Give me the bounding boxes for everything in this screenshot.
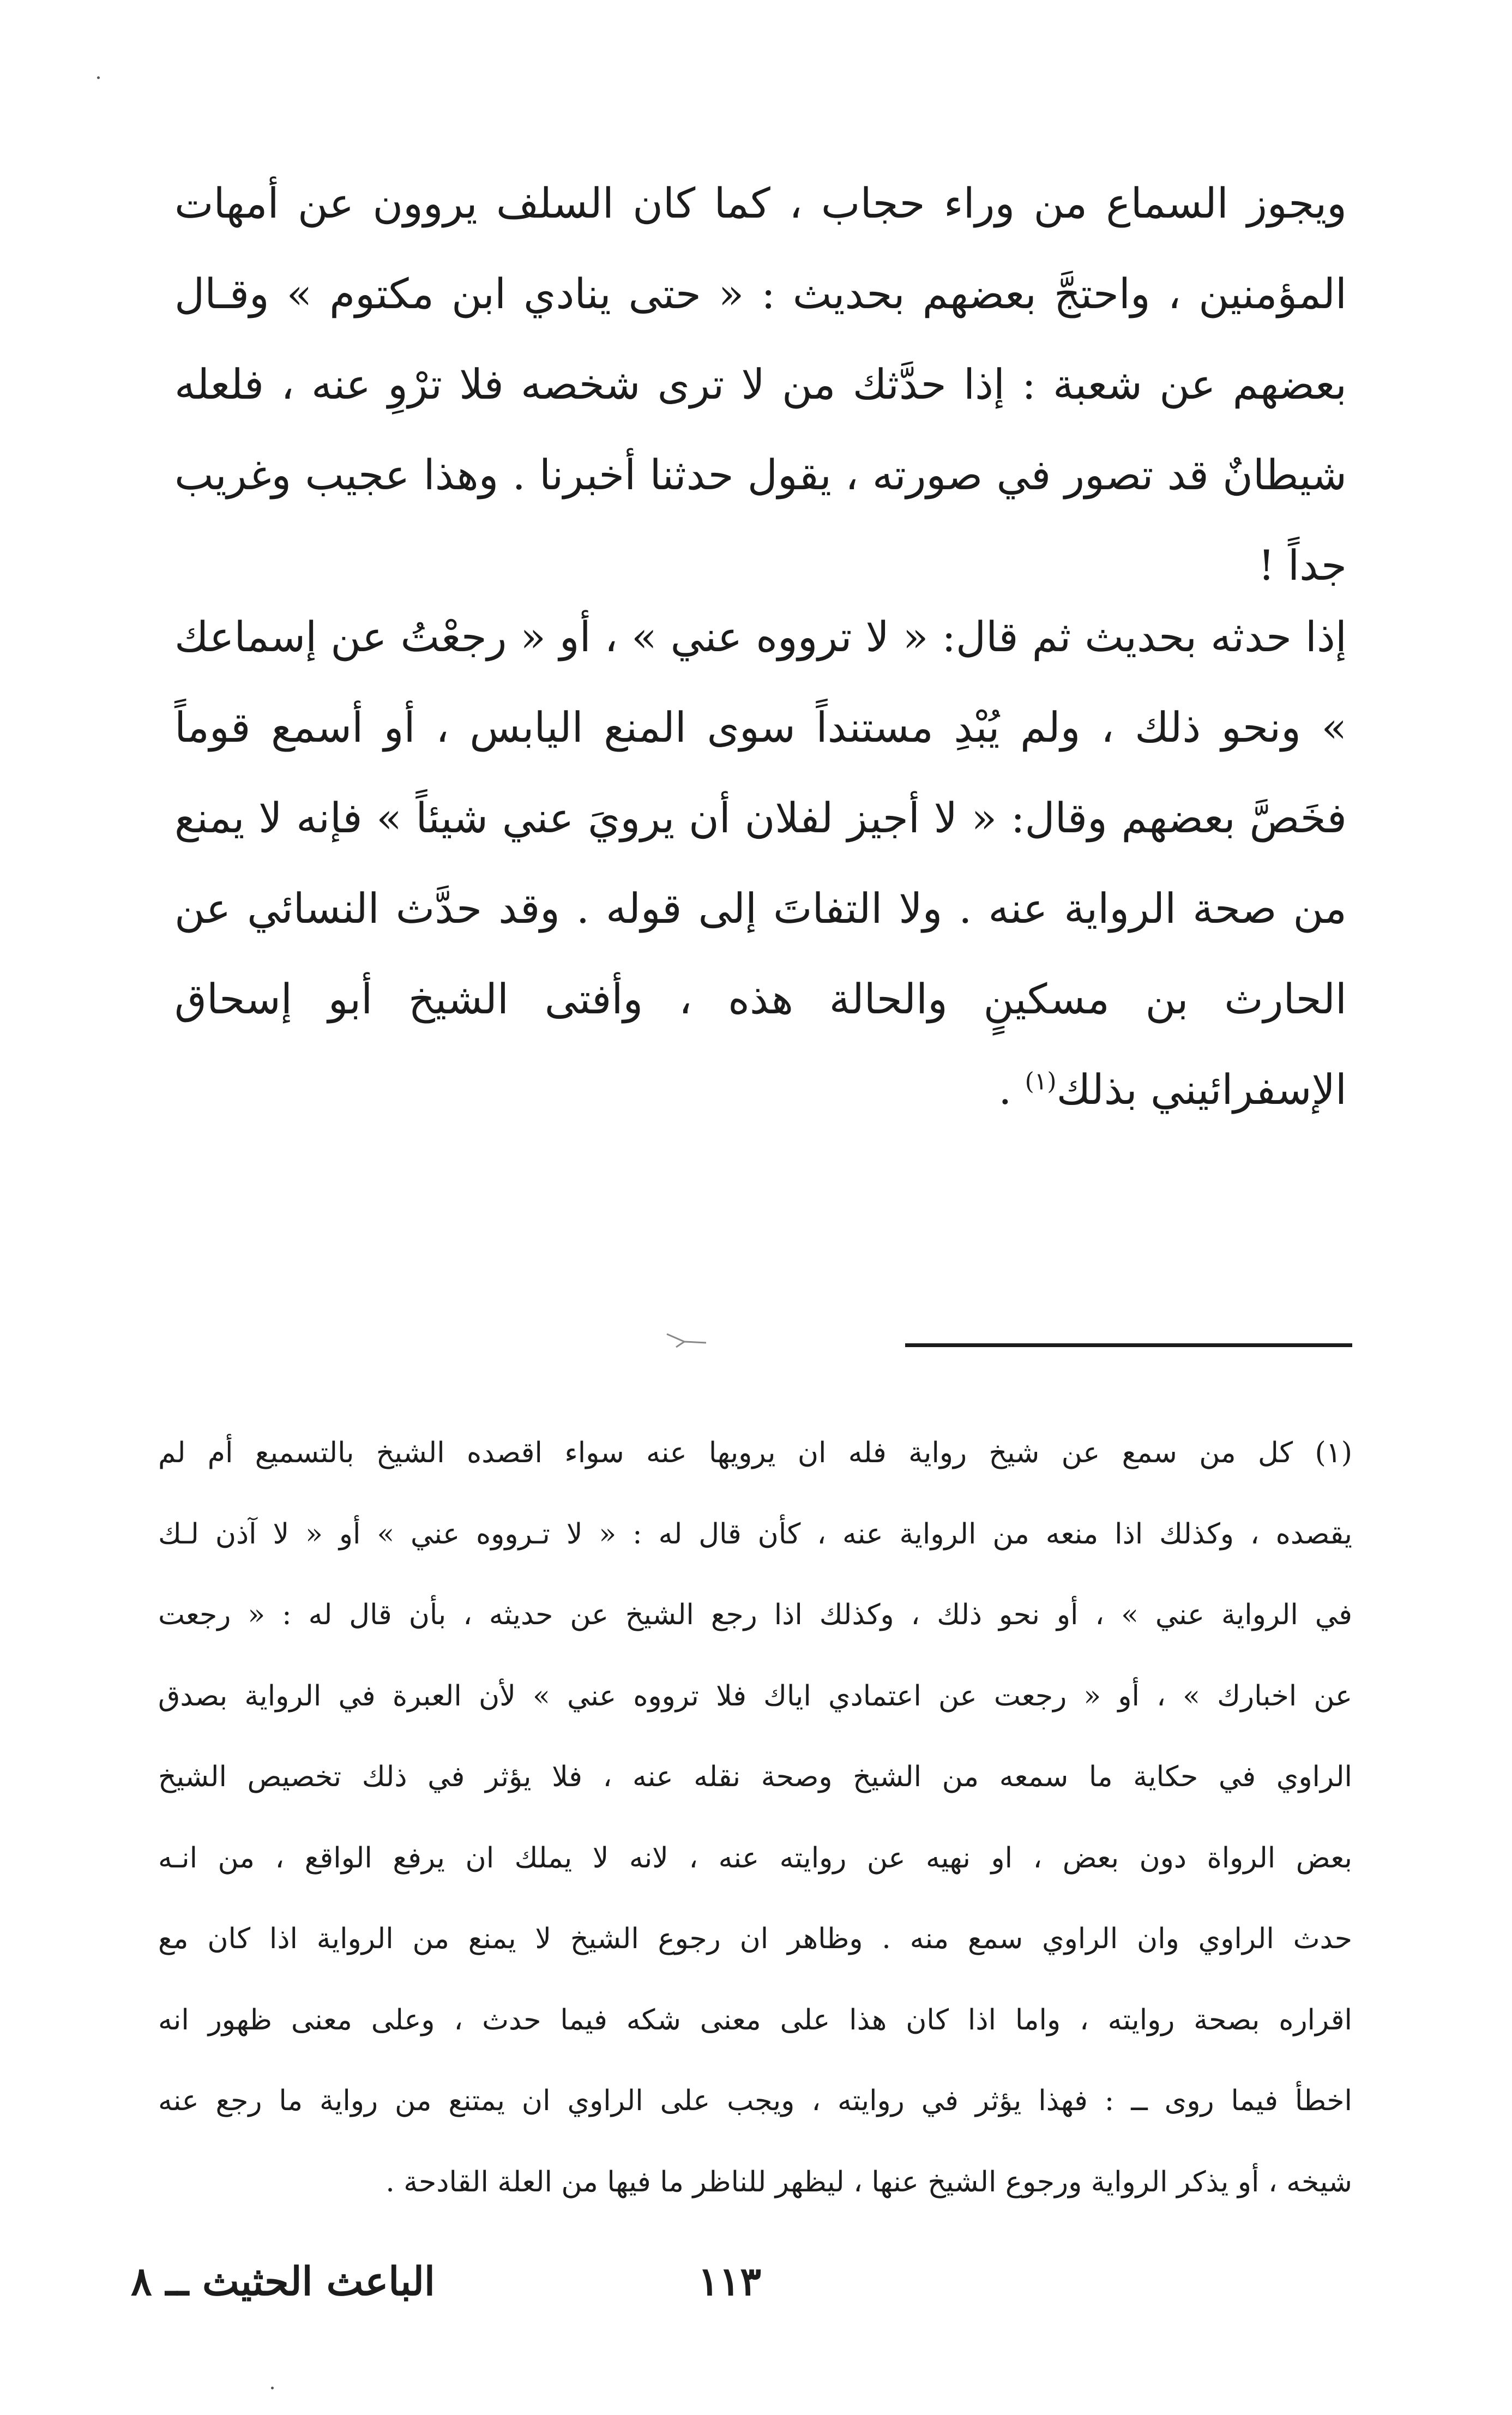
page-footer bbox=[131, 2258, 1352, 2318]
footnote-line: شيخه ، أو يذكر الرواية ورجوع الشيخ عنها ، ليظهر للناظر ما فيها من العلة القادحة . bbox=[385, 2165, 1352, 2198]
footnote-separator-rule bbox=[905, 1343, 1352, 1347]
footnote-line: الراوي في حكاية ما سمعه من الشيخ وصحة نقله عنه ، فلا يؤثر في ذلك تخصيص الشيخ bbox=[158, 1761, 1352, 1793]
footnote-line: اقراره بصحة روايته ، واما اذا كان هذا على معنى شكه فيما حدث ، وعلى معنى ظهور انه bbox=[158, 2003, 1352, 2036]
footnote bbox=[158, 1413, 1352, 2222]
page-number: ١١٣ bbox=[698, 2258, 762, 2304]
scan-speck bbox=[97, 76, 100, 79]
footnote-reference: (١) bbox=[1025, 1067, 1057, 1096]
footnote-line: عن اخبارك » ، أو « رجعت عن اعتمادي اياك فلا ترووه عني » لأن العبرة في الرواية بصدق bbox=[158, 1679, 1352, 1713]
footnote-line: حدث الراوي وان الراوي سمع منه . وظاهر ان رجوع الشيخ لا يمنع من الرواية اذا كان مع bbox=[158, 1923, 1352, 1955]
footnote-line: في الرواية عني » ، أو نحو ذلك ، وكذلك اذا رجع الشيخ عن حديثه ، بأن قال له : « رجعت bbox=[158, 1599, 1352, 1631]
paragraph-2-body bbox=[174, 592, 1347, 1135]
paragraph-2-end: . bbox=[998, 1065, 1025, 1114]
running-title: الباعث الحثيث ــ ٨ bbox=[131, 2258, 435, 2304]
paragraph-1 bbox=[174, 158, 1347, 611]
footnote-line: اخطأ فيما روى ــ : فهذا يؤثر في روايته ، ويجب على الراوي ان يمتنع من رواية ما رجع عنه bbox=[158, 2084, 1352, 2117]
scan-smudge-mark bbox=[662, 1331, 728, 1353]
paragraph-1-text: ويجوز السماع من وراء حجاب ، كما كان السلف يروون عن أمهات المؤمنين ، واحتجَّ بعضهم بحديث : « حتى ينادي ابن مكتوم » وقـال بعضهم عن شعبة : إذا حدَّثك من لا ترى شخصه فلا ترْوِ عنه ، فلعله شيطانٌ قد تصور في صورته ، يقول حدثنا أخبرنا . وهذا عجيب وغريب جداً ! bbox=[174, 179, 1347, 590]
paragraph-2 bbox=[174, 592, 1347, 1135]
scan-speck bbox=[271, 2387, 274, 2389]
footnote-line: يقصده ، وكذلك اذا منعه من الرواية عنه ، كأن قال له : « لا تـرووه عني » أو « لا آذن لـك bbox=[158, 1517, 1352, 1551]
footnote-line: (١) كل من سمع عن شيخ رواية فله ان يرويها عنه سواء اقصده الشيخ بالتسميع أم لم bbox=[158, 1437, 1352, 1469]
paragraph-2-text: إذا حدثه بحديث ثم قال: « لا ترووه عني » ، أو « رجعْتُ عن إسماعك » ونحو ذلك ، ولم يُبْدِ مستنداً سوى المنع اليابس ، أو أسمع قوماً فخَصَّ بعضهم وقال: « لا أجيز لفلان أن يرويَ عني شيئاً » فإنه لا يمنع من صحة الرواية عنه . ولا التفاتَ إلى قوله . وقد حدَّث النسائي عن الحارث بن مسكينٍ والحالة هذه ، وأفتى الشيخ أبو إسحاق الإسفرائيني بذلك bbox=[174, 612, 1347, 1114]
footnote-line: بعض الرواة دون بعض ، او نهيه عن روايته عنه ، لانه لا يملك ان يرفع الواقع ، من انـه bbox=[158, 1841, 1352, 1875]
